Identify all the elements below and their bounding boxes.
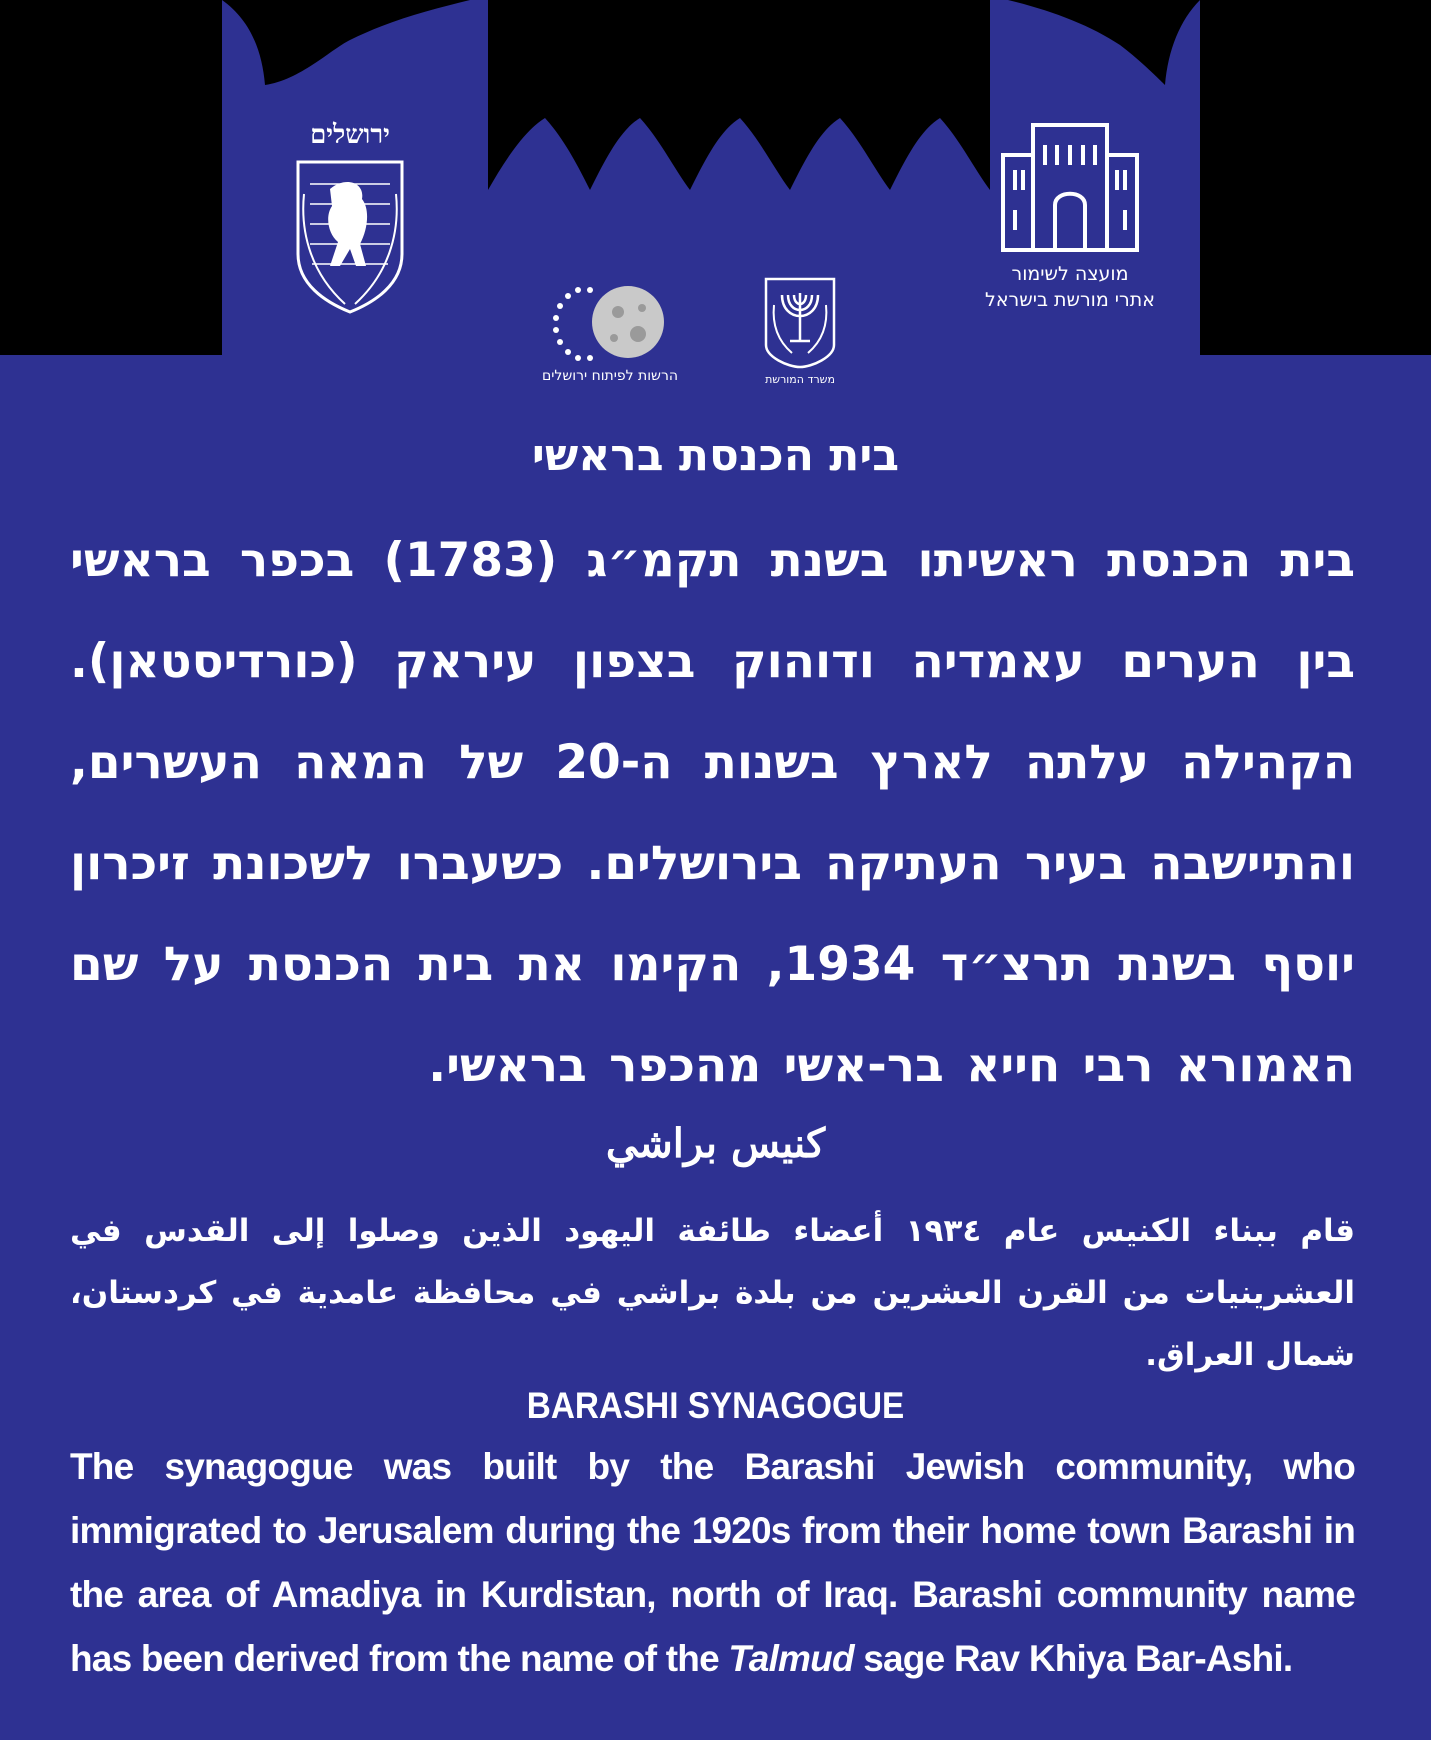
jerusalem-lion-emblem-icon [290,154,410,314]
arabic-body: قام ببناء الكنيس عام ١٩٣٤ أعضاء طائفة اليهود الذين وصلوا إلى القدس في العشرينيات من القرن العشرين من بلدة براشي في محافظة عامدية في كردستان، شمال العراق. [70,1213,1355,1373]
jerusalem-logo [290,120,410,320]
heritage-council-logo [960,115,1180,325]
moon-globe-icon [550,282,670,362]
state-emblem-menorah-icon [762,275,838,369]
hebrew-title: בית הכנסת בראשי [531,430,900,481]
development-authority-caption: הרשות לפיתוח ירושלים [541,368,679,384]
jerusalem-logo-text: ירושלים [310,120,390,150]
english-body-part2: sage Rav Khiya Bar-Ashi. [853,1638,1293,1679]
english-body [70,1435,1355,1691]
heritage-building-icon [995,115,1145,255]
heritage-ministry-caption: משרד המורשת [765,373,835,386]
hebrew-body: בית הכנסת ראשיתו בשנת תקמ״ג (1783) בכפר בראשי בין הערים עאמדיה ודוהוק בצפון עיראק (כורדיסטאן). הקהילה עלתה לארץ בשנות ה-20 של המאה העשרים, והתיישבה בעיר העתיקה בירושלים. כשעברו לשכונת זיכרון יוסף בשנת תרצ״ד 1934, הקימו את בית הכנסת על שם האמורא רבי חייא בר-אשי מהכפר בראשי. [70,533,1355,1093]
english-body-part1: The synagogue was built by the Barashi Jewish community, who immigrated to Jerusalem during the 1920s from their home town Barashi in the area of Amadiya in Kurdistan, north of Iraq. Barashi community name has been derived from the name of the [70,1446,1355,1679]
heritage-council-caption-2: אתרי מורשת בישראל [985,289,1155,311]
english-title: BARASHI SYNAGOGUE [526,1385,905,1426]
heritage-ministry-logo [750,275,850,390]
english-body-italic: Talmud [728,1638,854,1679]
development-authority-logo [520,282,700,392]
arabic-title: كنيس براشي [605,1120,826,1167]
heritage-council-caption-1: מועצה לשימור [1011,263,1129,285]
